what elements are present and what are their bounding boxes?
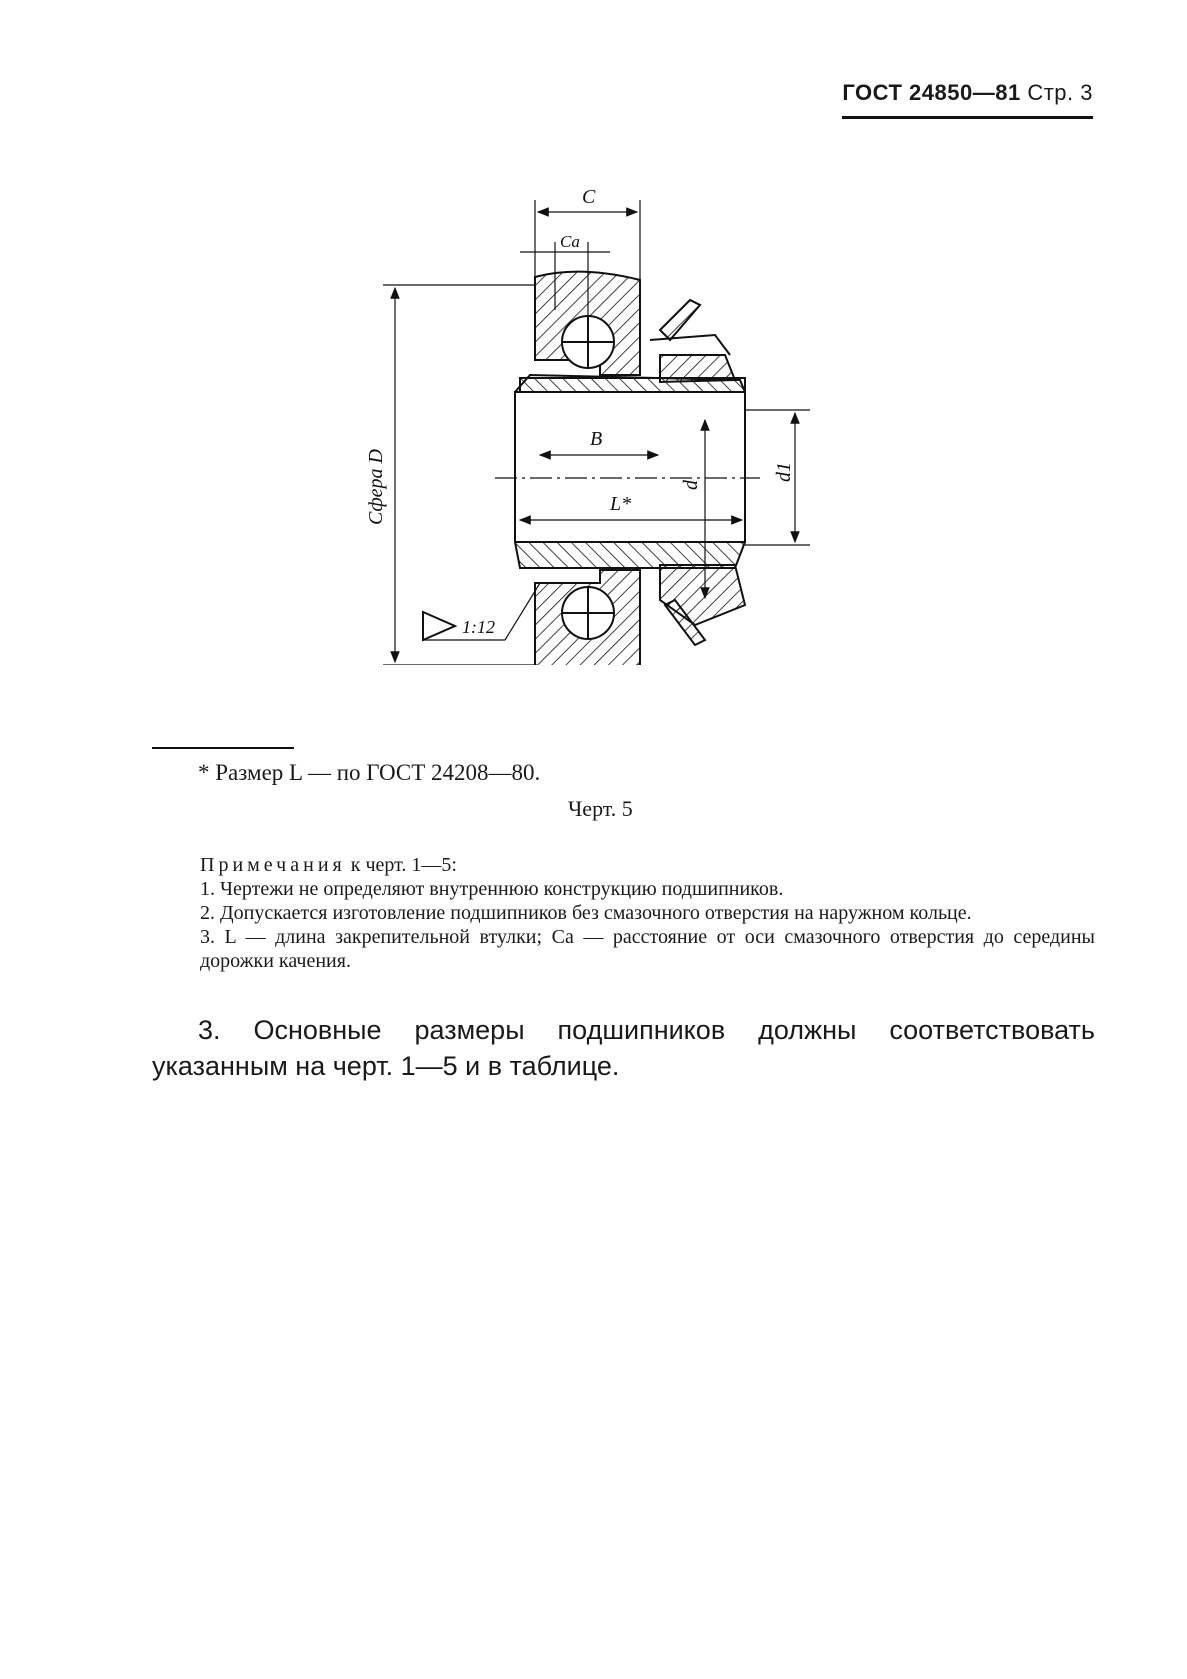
note-item-2: 2. Допускается изготовление подшипников без смазочного отверстия на наружном кольце. [200,902,972,924]
notes-title [200,853,1095,877]
standard-number: ГОСТ 24850—81 [842,80,1021,105]
taper-symbol [423,612,455,640]
footnote-divider [152,747,294,749]
note-item-3: 3. L — длина закрепительной втулки; Ca — расстояние от оси смазочного отверстия до середины дорожки качения. [200,926,1095,972]
lock-nut-top [660,355,735,382]
section-3-line-2: указанным на черт. 1—5 и в таблице. [152,1051,620,1081]
note-item-1: 1. Чертежи не определяют внутреннюю конструкцию подшипников. [200,878,784,900]
label-d1: d1 [773,462,795,482]
page-header [842,80,1093,119]
label-c: C [582,186,596,208]
notes-title-rest: к черт. 1—5: [345,854,457,876]
label-ca: Ca [560,232,580,251]
notes-block [200,853,1095,973]
notes-title-spaced: Примечания [200,854,346,876]
footnote: * Размер L — по ГОСТ 24208—80. [198,760,541,785]
section-3-line-1: 3. Основные размеры подшипников должны соответствовать [198,1015,1095,1045]
page-number: Стр. 3 [1027,80,1093,105]
label-sphere-d: Сфера D [365,449,387,525]
figure-caption: Черт. 5 [568,796,633,821]
label-l: L* [610,493,632,515]
label-b: B [590,428,603,450]
bearing-drawing [350,185,810,665]
label-d: d [680,480,702,490]
section-3 [152,1012,1095,1084]
label-taper: 1:12 [462,617,495,637]
